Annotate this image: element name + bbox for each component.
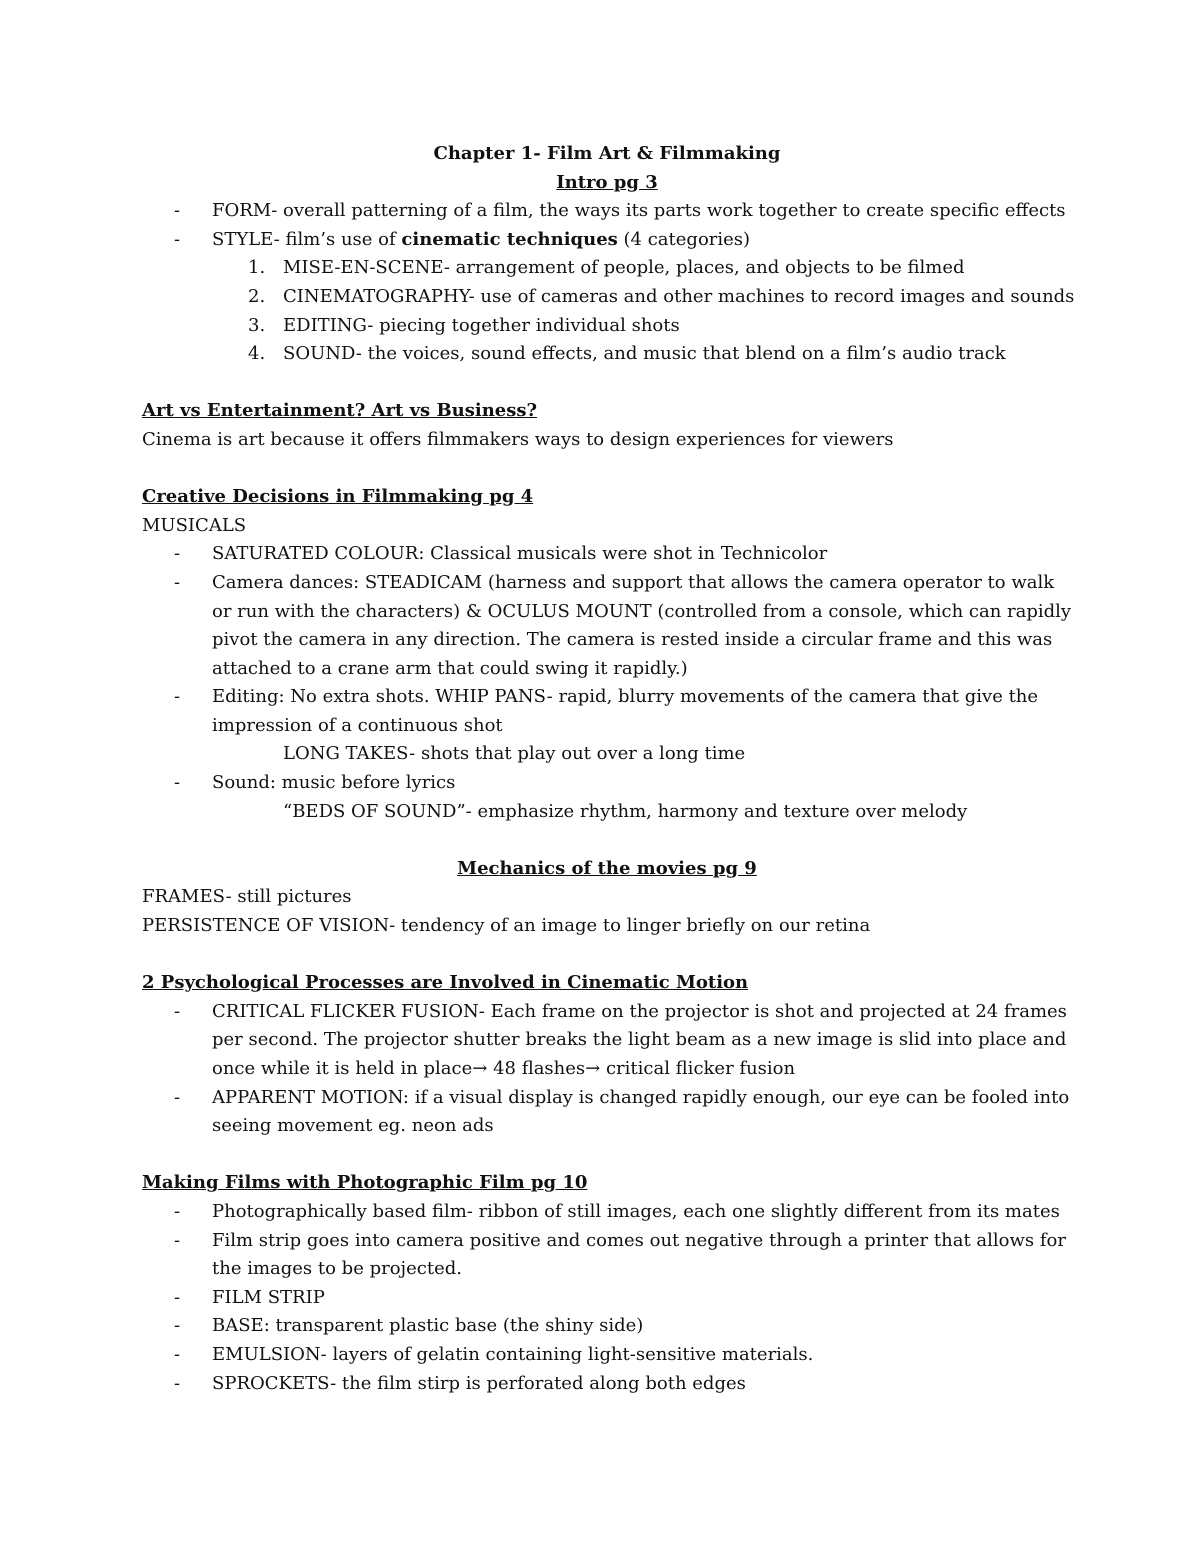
persistence-text: PERSISTENCE OF VISION- tendency of an image to linger briefly on our retina (142, 915, 871, 937)
spacer (142, 826, 1072, 855)
list-item (142, 1284, 1072, 1313)
list-item (142, 1084, 1072, 1141)
list-item (142, 1370, 1072, 1399)
section-heading-art: Art vs Entertainment? Art vs Business? (142, 400, 538, 422)
item-text: MISE-EN-SCENE- arrangement of people, places, and objects to be filmed (283, 257, 965, 279)
item-number: 4. (248, 343, 266, 365)
intro-heading: Intro pg 3 (556, 171, 658, 193)
list-item (142, 540, 1072, 569)
bullet-dash: - (174, 1372, 181, 1394)
form-definition: FORM- overall patterning of a film, the ways its parts work together to create specific effects (212, 200, 1066, 222)
list-item (142, 769, 1072, 798)
bullet-dash: - (174, 1086, 181, 1108)
style-suffix: (4 categories) (617, 228, 751, 250)
bullet-dash: - (174, 1315, 181, 1337)
beds-of-sound-subitem: “BEDS OF SOUND”- emphasize rhythm, harmony and texture over melody (283, 800, 968, 822)
sound-item: Sound: music before lyrics (212, 772, 456, 794)
saturated-colour-item: SATURATED COLOUR: Classical musicals were shot in Technicolor (212, 543, 828, 565)
making-item: Film strip goes into camera positive and comes out negative through a printer that allows for the images to be projected. (212, 1229, 1066, 1280)
page-title: Chapter 1- Film Art & Filmmaking (433, 143, 781, 164)
spacer (142, 455, 1072, 484)
list-item (142, 1227, 1072, 1284)
bullet-dash: - (174, 571, 181, 593)
bullet-dash: - (174, 1286, 181, 1308)
item-text: CINEMATOGRAPHY- use of cameras and other machines to record images and sounds (283, 285, 1075, 307)
section-heading-making: Making Films with Photographic Film pg 10 (142, 1172, 588, 1194)
style-definition (212, 229, 750, 250)
section-heading-creative: Creative Decisions in Filmmaking pg 4 (142, 486, 534, 508)
item-number: 3. (248, 314, 266, 336)
numbered-item (142, 254, 1072, 283)
list-item (142, 226, 1072, 255)
making-item: Photographically based film- ribbon of still images, each one slightly different from its mates (212, 1200, 1060, 1222)
bullet-dash: - (174, 772, 181, 794)
flicker-fusion-item: CRITICAL FLICKER FUSION- Each frame on the projector is shot and projected at 24 frames per second. The projector shutter breaks the light beam as a new image is slid into place and once while it is held in place→ 48 flashes→ critical flicker fusion (212, 1000, 1067, 1079)
making-item: EMULSION- layers of gelatin containing light-sensitive materials. (212, 1343, 814, 1365)
spacer (142, 941, 1072, 970)
document-page (142, 140, 1075, 1398)
item-number: 1. (248, 257, 266, 279)
item-text: EDITING- piecing together individual shots (283, 314, 680, 336)
making-item: SPROCKETS- the film stirp is perforated along both edges (212, 1372, 746, 1394)
style-bold-term: cinematic techniques (401, 228, 618, 250)
camera-dances-item: Camera dances: STEADICAM (harness and support that allows the camera operator to walk or run with the characters) & OCULUS MOUNT (controlled from a console, which can rapidly pivot the camera in any direction. The camera is rested inside a circular frame and this was attached to a crane arm that could swing it rapidly.) (212, 571, 1072, 679)
bullet-dash: - (174, 543, 181, 565)
list-item (142, 197, 1072, 226)
numbered-item (142, 312, 1072, 341)
section-heading-psych: 2 Psychological Processes are Involved in Cinematic Motion (142, 972, 749, 994)
item-text: SOUND- the voices, sound effects, and music that blend on a film’s audio track (283, 343, 1006, 365)
editing-item: Editing: No extra shots. WHIP PANS- rapid, blurry movements of the camera that give the impression of a continuous shot (212, 686, 1039, 736)
section-heading-mechanics: Mechanics of the movies pg 9 (457, 857, 757, 879)
frames-text: FRAMES- still pictures (142, 886, 352, 908)
list-item (142, 1312, 1072, 1341)
bullet-dash: - (174, 686, 181, 708)
list-item (142, 683, 1072, 740)
bullet-dash: - (174, 1000, 181, 1022)
art-text: Cinema is art because it offers filmmakers ways to design experiences for viewers (142, 428, 894, 450)
numbered-item (142, 340, 1072, 369)
list-item (142, 569, 1072, 683)
bullet-dash: - (174, 200, 181, 222)
spacer (142, 1141, 1072, 1170)
spacer (142, 369, 1072, 398)
bullet-dash: - (174, 1343, 181, 1365)
bullet-dash: - (174, 228, 181, 250)
long-takes-subitem: LONG TAKES- shots that play out over a long time (283, 743, 746, 765)
musicals-subheading: MUSICALS (142, 514, 247, 536)
making-item: BASE: transparent plastic base (the shiny side) (212, 1315, 644, 1337)
style-prefix: STYLE- film’s use of (212, 228, 402, 250)
bullet-dash: - (174, 1229, 181, 1251)
list-item (142, 1198, 1072, 1227)
bullet-dash: - (174, 1200, 181, 1222)
item-number: 2. (248, 285, 266, 307)
apparent-motion-item: APPARENT MOTION: if a visual display is changed rapidly enough, our eye can be fooled into seeing movement eg. neon ads (212, 1086, 1070, 1137)
making-item: FILM STRIP (212, 1286, 325, 1308)
list-item (142, 998, 1072, 1084)
numbered-item (142, 283, 1075, 312)
list-item (142, 1341, 1072, 1370)
